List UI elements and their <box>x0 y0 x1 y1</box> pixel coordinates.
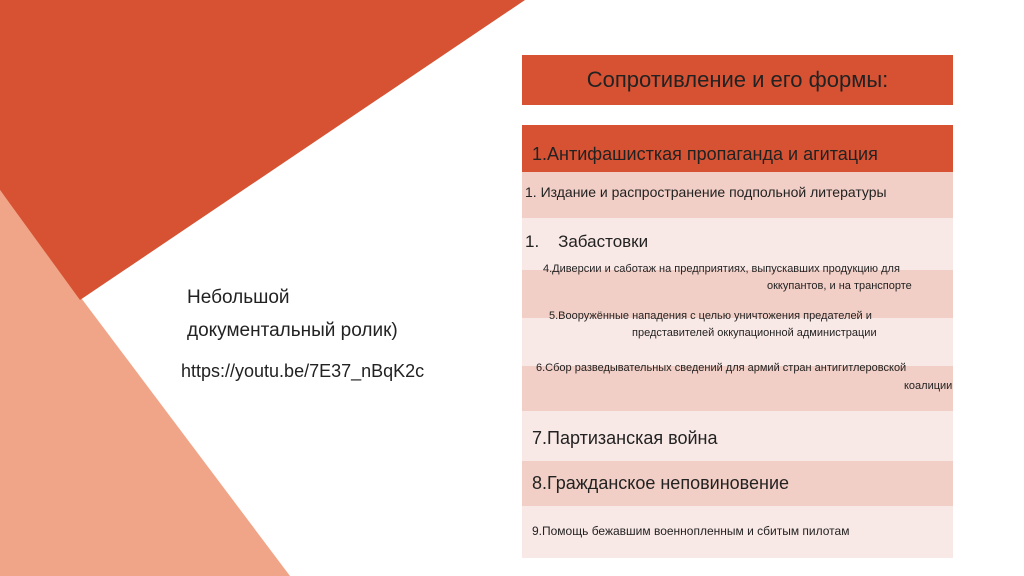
video-link[interactable]: https://youtu.be/7E37_nBqK2c <box>181 361 425 381</box>
row-label-line1: 5.Вооружённые нападения с целью уничтожения предателей и <box>549 310 872 322</box>
table-row <box>522 125 953 172</box>
forms-table <box>522 125 953 558</box>
table-row <box>522 310 953 366</box>
row-label-line2: представителей оккупационной администрации <box>632 327 877 339</box>
slide-title: Сопротивление и его формы: <box>586 67 889 92</box>
row-label: 8.Гражданское неповиновение <box>532 473 790 493</box>
row-label-line1: 6.Сбор разведывательных сведений для армий стран антигитлеровской <box>536 362 907 374</box>
table-row <box>522 362 953 411</box>
left-text-line2: документальный ролик) <box>187 320 398 341</box>
left-text-line1: Небольшой <box>187 287 290 308</box>
row-label: 7.Партизанская война <box>532 428 718 448</box>
table-row <box>522 172 953 218</box>
dark-orange-shape <box>0 0 525 300</box>
row-label: 9.Помощь бежавшим военнопленным и сбитым пилотам <box>532 524 850 538</box>
row-label: 1. Забастовки <box>525 232 649 251</box>
table-row <box>522 461 953 506</box>
row-label: 1. Издание и распространение подпольной литературы <box>525 184 887 200</box>
table-row <box>522 411 953 461</box>
table-row <box>522 506 953 558</box>
row-label-line2: коалиции <box>904 380 953 392</box>
row-label-line1: 4.Диверсии и саботаж на предприятиях, выпускавших продукцию для <box>543 263 900 275</box>
row-label: 1.Антифашисткая пропаганда и агитация <box>532 144 878 164</box>
row-label-line2: оккупантов, и на транспорте <box>767 280 912 292</box>
title-banner <box>522 55 953 105</box>
